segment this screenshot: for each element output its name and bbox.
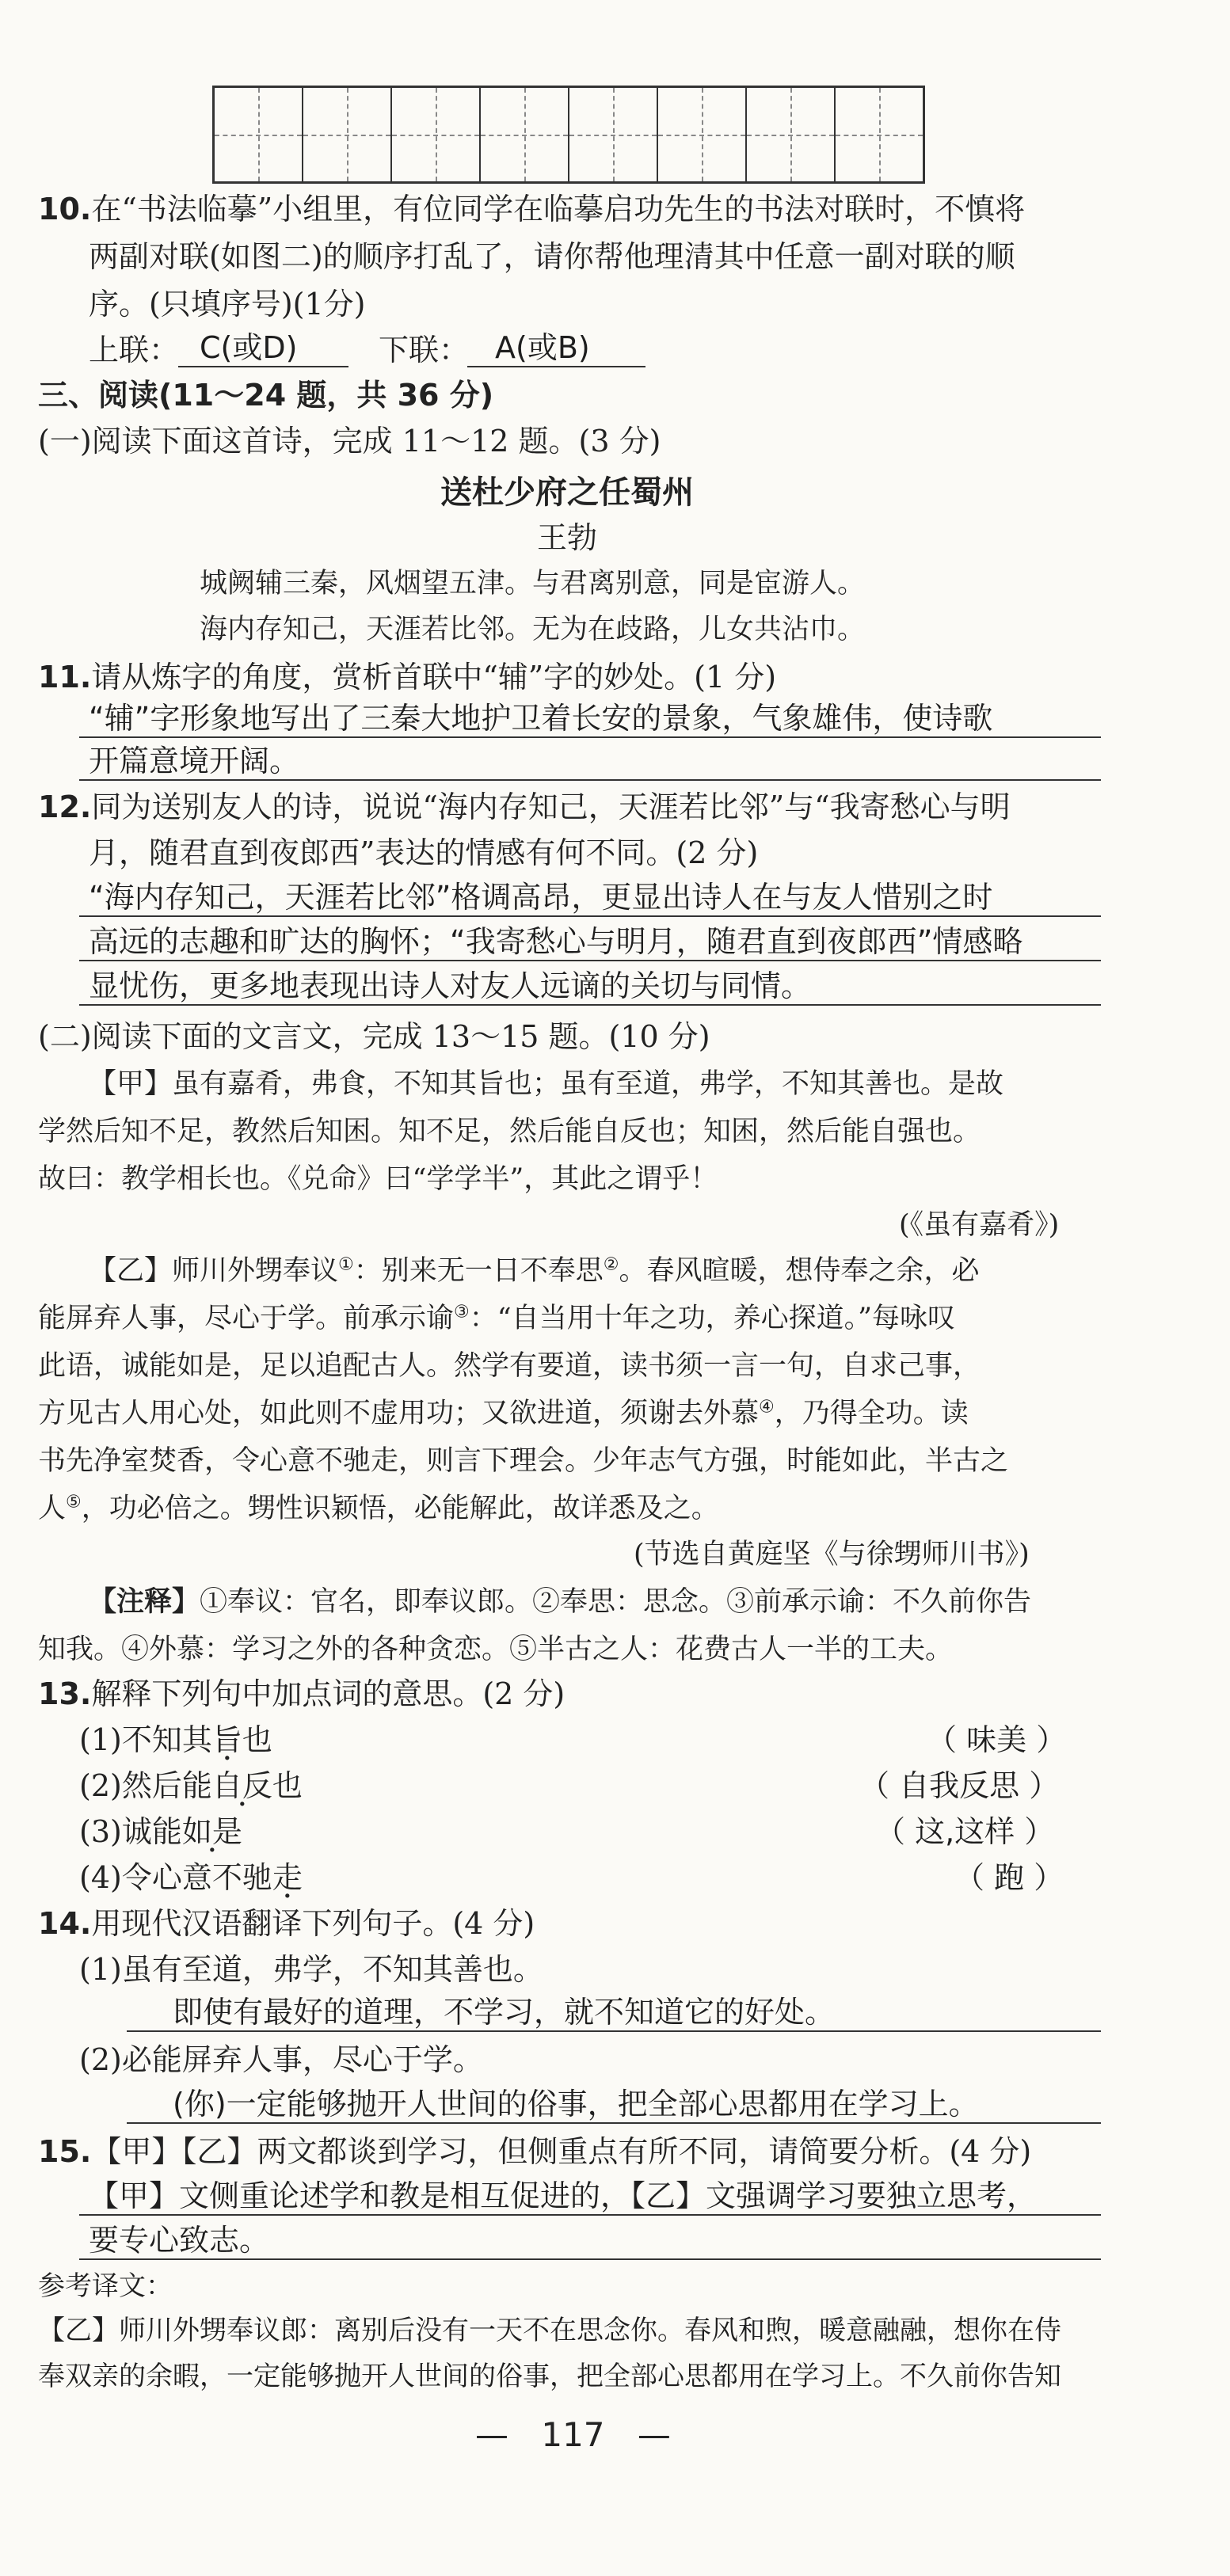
page-footer xyxy=(475,2415,671,2454)
notes-line-1 xyxy=(89,1579,1031,1625)
jia-source: (《虽有嘉肴》) xyxy=(899,1209,1060,1241)
answer-line xyxy=(79,2214,1101,2216)
q13-item-2 xyxy=(79,1763,303,1809)
q13-answer-1: （ 味美 ） xyxy=(927,1722,1067,1757)
q14-text: 用现代汉语翻译下列句子。(4 分) xyxy=(91,1906,535,1941)
answer-line xyxy=(178,366,348,367)
answer-line xyxy=(79,960,1101,961)
part2-intro: (二)阅读下面的文言文，完成 13～15 题。(10 分) xyxy=(38,1019,710,1054)
item-text: (2)然后能 xyxy=(79,1768,212,1803)
yi-text: ：别来无一日不奉思 xyxy=(353,1255,604,1287)
dotted-word: 走 xyxy=(272,1860,303,1895)
q13-line xyxy=(38,1671,565,1717)
item-text: 也 xyxy=(272,1768,303,1803)
poem-title: 送杜少府之任蜀州 xyxy=(440,474,694,511)
answer-line xyxy=(79,1004,1101,1006)
q10-line-3: 序。(只填序号)(1分) xyxy=(89,287,366,322)
q12-text-1: 同为送别友人的诗，说说“海内存知己，天涯若比邻”与“我寄愁心与明 xyxy=(91,790,1011,824)
item-text: (1)不知其 xyxy=(79,1722,212,1757)
yi-source: (节选自黄庭坚《与徐甥师川书》) xyxy=(634,1539,1030,1570)
yi-text: 方见古人用心处，如此则不虚用功；又欲进道，须谢去外慕 xyxy=(38,1398,760,1429)
q14-sentence-1: (1)虽有至道，弗学，不知其善也。 xyxy=(79,1952,543,1987)
note-marker: ② xyxy=(603,1254,619,1275)
q12-line-1 xyxy=(38,784,1011,830)
reference-label: 参考译文： xyxy=(38,2270,173,2302)
grid-cell xyxy=(215,88,303,181)
answer-line xyxy=(127,2122,1101,2124)
q12-answer-3: 显忧伤，更多地表现出诗人对友人远谪的关切与同情。 xyxy=(89,968,812,1003)
q11-text: 请从炼字的角度，赏析首联中“辅”字的妙处。(1 分) xyxy=(91,660,777,694)
yi-text: ，功必倍之。甥性识颖悟，必能解此，故详悉及之。 xyxy=(81,1493,719,1524)
q15-line xyxy=(38,2129,1031,2175)
q11-number: 11. xyxy=(38,660,92,694)
yi-line-6 xyxy=(38,1486,719,1532)
q13-text: 解释下列句中加点词的意思。(2 分) xyxy=(91,1676,565,1711)
yi-line-4 xyxy=(38,1391,969,1436)
answer-text: 这,这样 xyxy=(915,1814,1015,1849)
notes-line-2: 知我。④外慕：学习之外的各种贪恋。⑤半古之人：花费古人一半的工夫。 xyxy=(38,1634,954,1665)
q10-upper-answer: C(或D) xyxy=(200,330,298,365)
note-marker: ① xyxy=(338,1254,354,1275)
reference-line-1: 【乙】师川外甥奉议郎：离别后没有一天不在思念你。春风和煦，暖意融融，想你在侍 xyxy=(38,2315,1061,2346)
grid-cell xyxy=(392,88,481,181)
item-text: (3)诚能 xyxy=(79,1814,182,1849)
q10-number: 10. xyxy=(38,192,92,226)
jia-line-3: 故曰：教学相长也。《兑命》曰“学学半”，其此之谓乎！ xyxy=(38,1163,718,1195)
grid-cell xyxy=(569,88,658,181)
q13-number: 13. xyxy=(38,1676,92,1711)
q12-answer-2: 高远的志趣和旷达的胸怀；“我寄愁心与明月，随君直到夜郎西”情感略 xyxy=(89,924,1023,959)
q13-item-4 xyxy=(79,1855,303,1901)
q10-line-1 xyxy=(38,186,1025,232)
yi-text: 。春风暄暖，想侍奉之余，必 xyxy=(619,1255,980,1287)
q10-line-2: 两副对联(如图二)的顺序打乱了，请你帮他理清其中任意一副对联的顺 xyxy=(89,239,1015,274)
section-heading: 三、阅读(11～24 题，共 36 分) xyxy=(38,378,494,413)
page-dash-left: — xyxy=(475,2415,508,2454)
q13-answer-2: （ 自我反思 ） xyxy=(859,1768,1060,1803)
dotted-word: 自反 xyxy=(211,1768,272,1803)
yi-line-5: 书先净室焚香，令心意不驰走，则言下理会。少年志气方强，时能如此，半古之 xyxy=(38,1445,1009,1477)
poem-line-2: 海内存知己，天涯若比邻。无为在歧路，儿女共沾巾。 xyxy=(200,614,866,645)
answer-line xyxy=(467,366,645,367)
item-text: (4)令心意不驰 xyxy=(79,1860,272,1895)
jia-line-1: 【甲】虽有嘉肴，弗食，不知其旨也；虽有至道，弗学，不知其善也。是故 xyxy=(89,1068,1004,1100)
q10-upper-label: 上联： xyxy=(89,333,180,367)
grid-cell xyxy=(836,88,923,181)
grid-cell xyxy=(747,88,836,181)
note-marker: ③ xyxy=(454,1302,470,1322)
note-marker: ⑤ xyxy=(66,1492,82,1512)
q11-answer-2: 开篇意境开阔。 xyxy=(89,744,300,778)
jia-line-2: 学然后知不足，教然后知困。知不足，然后能自反也；知困，然后能自强也。 xyxy=(38,1116,981,1147)
answer-text: 自我反思 xyxy=(899,1768,1020,1803)
q10-text-1: 在“书法临摹”小组里，有位同学在临摹启功先生的书法对联时，不慎将 xyxy=(91,192,1026,226)
yi-line-2 xyxy=(38,1296,955,1341)
q10-lower-answer: A(或B) xyxy=(495,330,590,365)
answer-line xyxy=(79,915,1101,917)
q12-line-2: 月，随君直到夜郎西”表达的情感有何不同。(2 分) xyxy=(89,835,759,870)
q14-answer-2: (你)一定能够抛开人世间的俗事，把全部心思都用在学习上。 xyxy=(173,2087,979,2121)
q13-answer-3: （ 这,这样 ） xyxy=(875,1814,1055,1849)
note-marker: ④ xyxy=(759,1397,775,1417)
poem-author: 王勃 xyxy=(537,520,598,555)
yi-text: 能屏弃人事，尽心于学。前承示谕 xyxy=(38,1303,455,1334)
q13-answer-4: （ 跑 ） xyxy=(954,1860,1064,1895)
yi-line-3: 此语，诚能如是，足以追配古人。然学有要道，读书须一言一句，自求己事， xyxy=(38,1350,981,1382)
q15-text: 【甲】【乙】两文都谈到学习，但侧重点有所不同，请简要分析。(4 分) xyxy=(91,2134,1032,2169)
q12-answer-1: “海内存知己，天涯若比邻”格调高昂，更显出诗人在与友人惜别之时 xyxy=(89,880,993,915)
grid-cell xyxy=(303,88,392,181)
dotted-word: 旨 xyxy=(211,1722,242,1757)
yi-text: 人 xyxy=(38,1493,67,1524)
q14-line xyxy=(38,1901,535,1946)
q13-item-3 xyxy=(79,1809,242,1855)
reference-line-2: 奉双亲的余暇，一定能够抛开人世间的俗事，把全部心思都用在学习上。不久前你告知 xyxy=(38,2361,1061,2392)
page-dash-right: — xyxy=(637,2415,671,2454)
answer-text: 味美 xyxy=(966,1722,1027,1757)
poem-line-1: 城阙辅三秦，风烟望五津。与君离别意，同是宦游人。 xyxy=(200,568,866,599)
yi-text: 【乙】师川外甥奉议 xyxy=(89,1255,339,1287)
answer-line xyxy=(79,779,1101,781)
answer-text: 跑 xyxy=(994,1860,1025,1895)
yi-text: ，乃得全功。读 xyxy=(774,1398,969,1429)
notes-text-1: ①奉议：官名，即奉议郎。②奉思：思念。③前承示谕：不久前你告 xyxy=(200,1586,1032,1618)
writing-grid xyxy=(212,86,925,184)
yi-text: ：“自当用十年之功，养心探道。”每咏叹 xyxy=(469,1303,956,1334)
yi-line-1 xyxy=(89,1248,980,1294)
q13-item-1 xyxy=(79,1717,272,1763)
page-number: 117 xyxy=(541,2415,605,2454)
q14-answer-1: 即使有最好的道理，不学习，就不知道它的好处。 xyxy=(173,1995,836,2030)
answer-line xyxy=(127,2030,1101,2032)
q15-answer-2: 要专心致志。 xyxy=(89,2223,270,2258)
q11-answer-1: “辅”字形象地写出了三秦大地护卫着长安的景象，气象雄伟，使诗歌 xyxy=(89,701,993,736)
q12-number: 12. xyxy=(38,790,92,824)
q15-number: 15. xyxy=(38,2134,92,2169)
grid-cell xyxy=(658,88,747,181)
q11-line xyxy=(38,654,776,700)
part1-intro: (一)阅读下面这首诗，完成 11～12 题。(3 分) xyxy=(38,424,661,459)
q14-number: 14. xyxy=(38,1906,92,1941)
answer-line xyxy=(79,2258,1101,2260)
item-text: 也 xyxy=(242,1722,272,1757)
q14-sentence-2: (2)必能屏弃人事，尽心于学。 xyxy=(79,2042,483,2077)
q10-lower-label: 下联： xyxy=(379,333,470,367)
grid-cell xyxy=(481,88,569,181)
notes-label: 【注释】 xyxy=(89,1586,200,1618)
dotted-word: 如是 xyxy=(181,1814,242,1849)
q15-answer-1: 【甲】文侧重论述学和教是相互促进的，【乙】文强调学习要独立思考， xyxy=(89,2178,1038,2213)
